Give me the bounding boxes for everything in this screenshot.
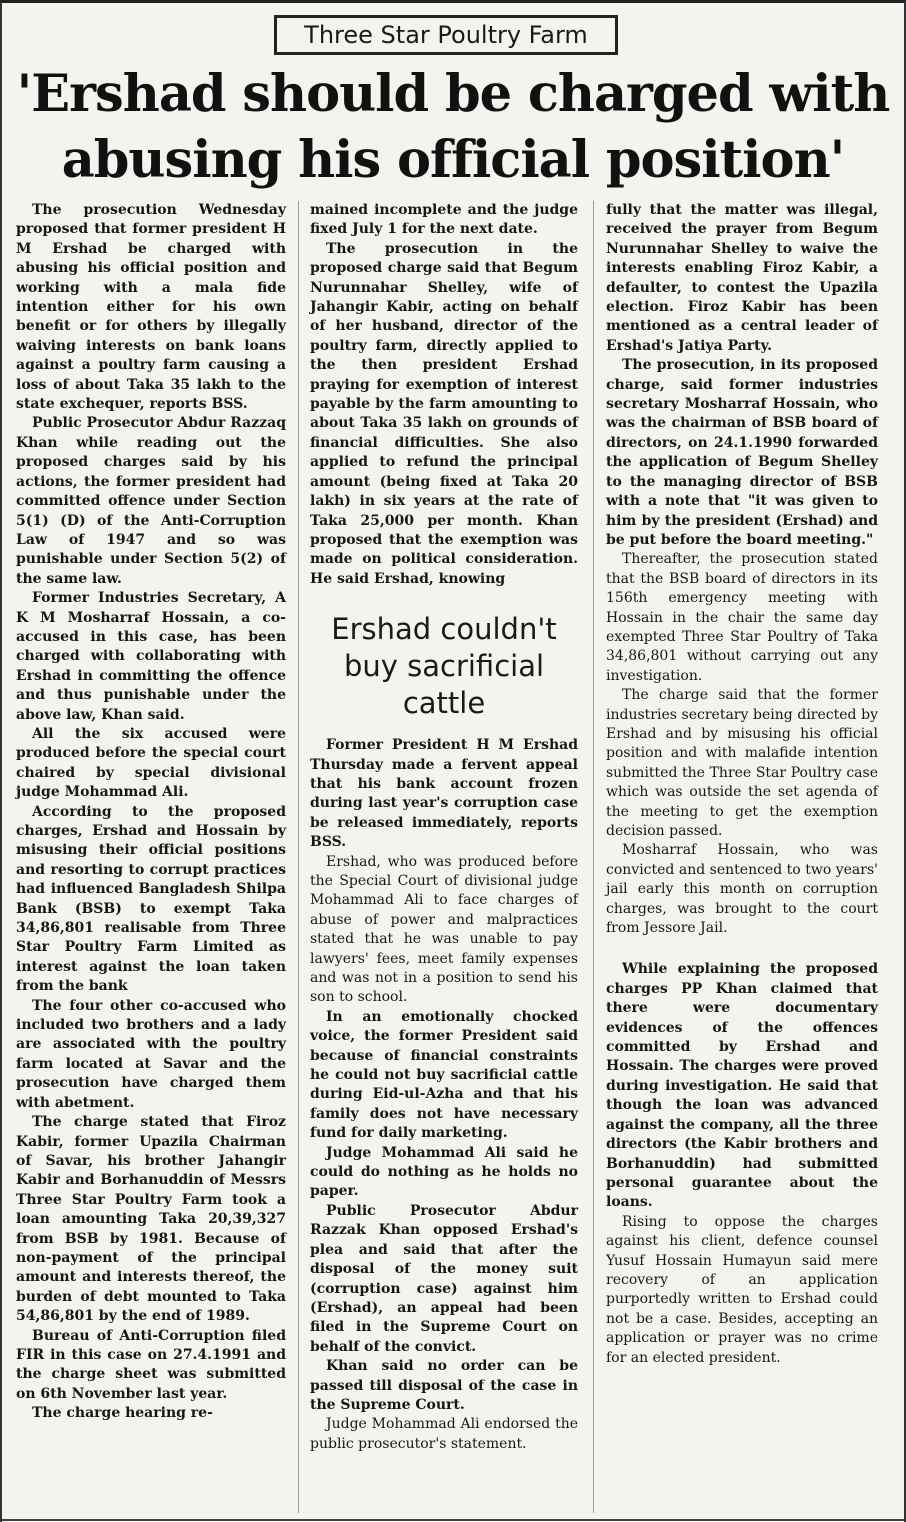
column-divider — [298, 201, 299, 1513]
paragraph: The prosecution Wednesday proposed that former president H M Ershad be charged with abusing his official position and working with a mala fide intention either for his own benefit or for others by illegally waiving interests on bank loans against a poultry farm causing a loss of about Taka 35 lakh to the state exchequer, reports BSS. — [16, 202, 286, 413]
paragraph: Judge Mohammad Ali endorsed the public prosecutor's statement. — [310, 1416, 578, 1452]
paragraph: Former President H M Ershad Thursday made a fervent appeal that his bank account frozen during last year's corruption case be released immediately, reports BSS. — [310, 737, 578, 851]
paragraph: Bureau of Anti-Corruption filed FIR in this case on 27.4.1991 and the charge sheet was submitted on 6th November last year. — [16, 1327, 286, 1402]
paragraph: In an emotionally chocked voice, the former President said because of financial constraints he could not buy sacrificial cattle during Eid-ul-Azha and that his family does not have necessary fund for daily marketing. — [310, 1008, 578, 1142]
column-divider — [593, 201, 594, 1513]
article-column-3 — [606, 201, 878, 1368]
paragraph: Public Prosecutor Abdur Razzak Khan opposed Ershad's plea and said that after the disposal of the money suit (corruption case) against him (Ershad), an appeal had been filed in the Supreme Court on behalf of the convict. — [310, 1202, 578, 1355]
paragraph: The prosecution in the proposed charge said that Begum Nurunnahar Shelley, wife of Jahangir Kabir, acting on behalf of her husband, director of the poultry farm, directly applied to the then president Ershad praying for exemption of interest payable by the farm amounting to about Taka 35 lakh on grounds of financial difficulties. She also applied to refund the principal amount (being fixed at Taka 20 lakh) in six years at the rate of Taka 25,000 per month. Khan proposed that the exemption was made on political consideration. He said Ershad, knowing — [310, 240, 578, 587]
paragraph: Ershad, who was produced before the Special Court of divisional judge Mohammad Ali to face charges of abuse of power and malpractices stated that he was unable to pay lawyers' fees, meet family expenses and was not in a position to send his son to school. — [310, 853, 578, 1006]
paragraph: The charge stated that Firoz Kabir, former Upazila Chairman of Savar, his brother Jahangir Kabir and Borhanuddin of Messrs Three Star Poultry Farm took a loan amounting Taka 20,39,327 from BSB by 1981. Because of non-payment of the principal amount and interests thereof, the burden of debt mounted to Taka 54,86,801 by the end of 1989. — [16, 1114, 286, 1325]
headline-line-2: abusing his official position' — [61, 130, 845, 190]
paragraph: Mosharraf Hossain, who was convicted and sentenced to two years' jail early this month on corruption charges, was brought to the court from Jessore Jail. — [606, 842, 878, 937]
paragraph: Former Industries Secretary, A K M Mosharraf Hossain, a co-accused in this case, has been charged with collaborating with Ershad in committing the offence and thus punishable under the above law, Khan said. — [16, 590, 286, 723]
paragraph: mained incomplete and the judge fixed July 1 for the next date. — [310, 202, 578, 238]
paragraph: The charge said that the former industries secretary being directed by Ershad and by misusing his official position and with malafide intention submitted the Three Star Poultry case which was outside the set agenda of the meeting to get the exemption decision passed. — [606, 687, 878, 839]
headline-line-1: 'Ershad should be charged with — [16, 64, 890, 124]
paragraph-gap — [606, 938, 878, 960]
article-column-2 — [310, 201, 578, 1454]
kicker-label: Three Star Poultry Farm — [304, 21, 588, 49]
paragraph: Rising to oppose the charges against his client, defence counsel Yusuf Hossain Humayun said mere recovery of an application purportedly written to Ershad could not be a case. Besides, accepting an application or prayer was no crime for an elected president. — [606, 1213, 878, 1366]
paragraph: According to the proposed charges, Ershad and Hossain by misusing their official positions and resorting to corrupt practices had influenced Bangladesh Shilpa Bank (BSB) to exempt Taka 34,86,801 realisable from Three Star Poultry Farm Limited as interest against the loan taken from the bank — [16, 803, 286, 995]
main-headline — [2, 61, 904, 193]
paragraph: Judge Mohammad Ali said he could do nothing as he holds no paper. — [310, 1144, 578, 1200]
paragraph: fully that the matter was illegal, received the prayer from Begum Nurunnahar Shelley to waive the interests enabling Firoz Kabir, a defaulter, to contest the Upazila election. Firoz Kabir has been mentioned as a central leader of Ershad's Jatiya Party. — [606, 202, 878, 354]
paragraph: Public Prosecutor Abdur Razzaq Khan while reading out the proposed charges said by his actions, the former president had committed offence under Section 5(1) (D) of the Anti-Corruption Law of 1947 and so was punishable under Section 5(2) of the same law. — [16, 415, 286, 587]
secondary-headline: Ershad couldn't buy sacrificial cattle — [331, 612, 557, 721]
paragraph: The charge hearing re- — [32, 1405, 213, 1422]
paragraph: The four other co-accused who included two brothers and a lady are associated with the poultry farm located at Savar and the prosecution have charged them with abetment. — [16, 997, 286, 1111]
bottom-border — [2, 1519, 904, 1521]
paragraph: While explaining the proposed charges PP Khan claimed that there were documentary evidences of the offences committed by Ershad and Hossain. The charges were proved during investigation. He said that though the loan was advanced against the company, all the three directors (the Kabir brothers and Borhanuddin) had submitted personal guarantee about the loans. — [606, 961, 878, 1211]
paragraph: The prosecution, in its proposed charge, said former industries secretary Mosharraf Hossain, who was the chairman of BSB board of directors, on 24.1.1990 forwarded the application of Begum Shelley to the managing director of BSB with a note that "it was given to him by the president (Ershad) and be put before the board meeting." — [606, 357, 878, 548]
paragraph: All the six accused were produced before the special court chaired by special divisional judge Mohammad Ali. — [16, 725, 286, 801]
kicker-box — [274, 15, 618, 55]
paragraph: Thereafter, the prosecution stated that the BSB board of directors in its 156th emergency meeting with Hossain in the chair the same day exempted Three Star Poultry of Taka 34,86,801 without carrying out any investigation. — [606, 551, 878, 684]
paragraph: Khan said no order can be passed till disposal of the case in the Supreme Court. — [310, 1358, 578, 1413]
article-column-1 — [16, 201, 286, 1424]
